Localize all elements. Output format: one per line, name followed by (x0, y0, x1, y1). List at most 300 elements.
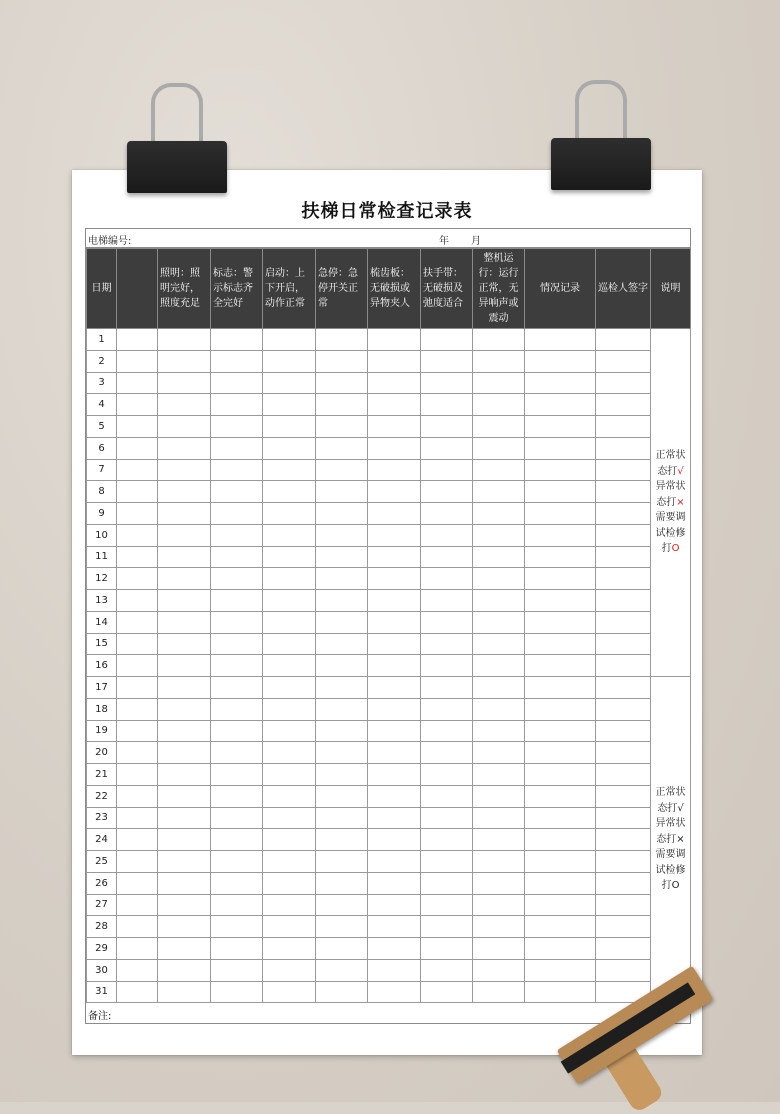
entry-cell[interactable] (211, 764, 263, 786)
entry-cell[interactable] (473, 851, 525, 873)
entry-cell[interactable] (316, 916, 368, 938)
entry-cell[interactable] (473, 416, 525, 438)
entry-cell[interactable] (263, 611, 316, 633)
entry-cell[interactable] (117, 524, 158, 546)
entry-cell[interactable] (596, 590, 651, 612)
entry-cell[interactable] (596, 503, 651, 525)
entry-cell[interactable] (368, 894, 421, 916)
entry-cell[interactable] (368, 568, 421, 590)
entry-cell[interactable] (421, 437, 473, 459)
entry-cell[interactable] (473, 611, 525, 633)
entry-cell[interactable] (263, 807, 316, 829)
entry-cell[interactable] (473, 481, 525, 503)
entry-cell[interactable] (263, 655, 316, 677)
entry-cell[interactable] (525, 677, 596, 699)
entry-cell[interactable] (316, 459, 368, 481)
entry-cell[interactable] (117, 590, 158, 612)
entry-cell[interactable] (368, 350, 421, 372)
entry-cell[interactable] (117, 829, 158, 851)
entry-cell[interactable] (158, 459, 211, 481)
entry-cell[interactable] (596, 437, 651, 459)
entry-cell[interactable] (473, 981, 525, 1003)
entry-cell[interactable] (117, 959, 158, 981)
entry-cell[interactable] (263, 350, 316, 372)
entry-cell[interactable] (316, 546, 368, 568)
entry-cell[interactable] (158, 590, 211, 612)
entry-cell[interactable] (211, 459, 263, 481)
entry-cell[interactable] (158, 633, 211, 655)
entry-cell[interactable] (525, 742, 596, 764)
entry-cell[interactable] (421, 481, 473, 503)
entry-cell[interactable] (368, 546, 421, 568)
entry-cell[interactable] (596, 546, 651, 568)
entry-cell[interactable] (211, 503, 263, 525)
entry-cell[interactable] (596, 807, 651, 829)
entry-cell[interactable] (211, 698, 263, 720)
entry-cell[interactable] (473, 546, 525, 568)
entry-cell[interactable] (421, 742, 473, 764)
entry-cell[interactable] (368, 437, 421, 459)
entry-cell[interactable] (368, 742, 421, 764)
entry-cell[interactable] (158, 568, 211, 590)
entry-cell[interactable] (316, 329, 368, 351)
entry-cell[interactable] (263, 698, 316, 720)
entry-cell[interactable] (368, 655, 421, 677)
entry-cell[interactable] (473, 350, 525, 372)
entry-cell[interactable] (211, 916, 263, 938)
entry-cell[interactable] (158, 894, 211, 916)
entry-cell[interactable] (263, 329, 316, 351)
entry-cell[interactable] (421, 720, 473, 742)
entry-cell[interactable] (368, 394, 421, 416)
entry-cell[interactable] (158, 503, 211, 525)
entry-cell[interactable] (525, 633, 596, 655)
entry-cell[interactable] (263, 785, 316, 807)
entry-cell[interactable] (421, 938, 473, 960)
entry-cell[interactable] (158, 829, 211, 851)
entry-cell[interactable] (316, 394, 368, 416)
entry-cell[interactable] (211, 329, 263, 351)
entry-cell[interactable] (525, 959, 596, 981)
entry-cell[interactable] (117, 742, 158, 764)
entry-cell[interactable] (158, 785, 211, 807)
entry-cell[interactable] (473, 568, 525, 590)
entry-cell[interactable] (263, 459, 316, 481)
entry-cell[interactable] (421, 590, 473, 612)
entry-cell[interactable] (473, 698, 525, 720)
entry-cell[interactable] (158, 611, 211, 633)
entry-cell[interactable] (368, 372, 421, 394)
entry-cell[interactable] (596, 350, 651, 372)
entry-cell[interactable] (263, 894, 316, 916)
entry-cell[interactable] (525, 372, 596, 394)
entry-cell[interactable] (158, 437, 211, 459)
entry-cell[interactable] (525, 829, 596, 851)
entry-cell[interactable] (525, 394, 596, 416)
entry-cell[interactable] (211, 524, 263, 546)
entry-cell[interactable] (316, 437, 368, 459)
entry-cell[interactable] (117, 568, 158, 590)
entry-cell[interactable] (316, 503, 368, 525)
entry-cell[interactable] (117, 329, 158, 351)
entry-cell[interactable] (117, 720, 158, 742)
entry-cell[interactable] (596, 481, 651, 503)
entry-cell[interactable] (473, 959, 525, 981)
entry-cell[interactable] (421, 655, 473, 677)
entry-cell[interactable] (421, 611, 473, 633)
entry-cell[interactable] (421, 394, 473, 416)
entry-cell[interactable] (368, 807, 421, 829)
entry-cell[interactable] (368, 611, 421, 633)
entry-cell[interactable] (368, 503, 421, 525)
entry-cell[interactable] (211, 807, 263, 829)
entry-cell[interactable] (316, 959, 368, 981)
entry-cell[interactable] (473, 437, 525, 459)
entry-cell[interactable] (211, 959, 263, 981)
entry-cell[interactable] (596, 394, 651, 416)
entry-cell[interactable] (158, 698, 211, 720)
entry-cell[interactable] (211, 350, 263, 372)
entry-cell[interactable] (473, 938, 525, 960)
entry-cell[interactable] (117, 938, 158, 960)
entry-cell[interactable] (368, 524, 421, 546)
entry-cell[interactable] (525, 938, 596, 960)
entry-cell[interactable] (473, 503, 525, 525)
entry-cell[interactable] (596, 959, 651, 981)
entry-cell[interactable] (368, 590, 421, 612)
entry-cell[interactable] (473, 633, 525, 655)
entry-cell[interactable] (117, 372, 158, 394)
entry-cell[interactable] (158, 742, 211, 764)
entry-cell[interactable] (421, 677, 473, 699)
entry-cell[interactable] (368, 329, 421, 351)
entry-cell[interactable] (158, 938, 211, 960)
entry-cell[interactable] (263, 590, 316, 612)
entry-cell[interactable] (263, 829, 316, 851)
entry-cell[interactable] (473, 916, 525, 938)
entry-cell[interactable] (421, 372, 473, 394)
entry-cell[interactable] (421, 329, 473, 351)
entry-cell[interactable] (473, 764, 525, 786)
entry-cell[interactable] (211, 720, 263, 742)
entry-cell[interactable] (368, 459, 421, 481)
entry-cell[interactable] (316, 894, 368, 916)
entry-cell[interactable] (421, 459, 473, 481)
entry-cell[interactable] (263, 437, 316, 459)
entry-cell[interactable] (211, 851, 263, 873)
entry-cell[interactable] (316, 350, 368, 372)
entry-cell[interactable] (421, 568, 473, 590)
entry-cell[interactable] (211, 677, 263, 699)
entry-cell[interactable] (596, 633, 651, 655)
entry-cell[interactable] (316, 590, 368, 612)
entry-cell[interactable] (596, 611, 651, 633)
entry-cell[interactable] (158, 959, 211, 981)
entry-cell[interactable] (263, 916, 316, 938)
entry-cell[interactable] (211, 938, 263, 960)
entry-cell[interactable] (158, 851, 211, 873)
entry-cell[interactable] (368, 959, 421, 981)
entry-cell[interactable] (525, 481, 596, 503)
entry-cell[interactable] (158, 872, 211, 894)
entry-cell[interactable] (473, 590, 525, 612)
entry-cell[interactable] (525, 872, 596, 894)
entry-cell[interactable] (117, 481, 158, 503)
entry-cell[interactable] (473, 829, 525, 851)
entry-cell[interactable] (596, 720, 651, 742)
entry-cell[interactable] (596, 872, 651, 894)
entry-cell[interactable] (316, 698, 368, 720)
entry-cell[interactable] (316, 851, 368, 873)
entry-cell[interactable] (211, 546, 263, 568)
entry-cell[interactable] (158, 546, 211, 568)
entry-cell[interactable] (473, 807, 525, 829)
entry-cell[interactable] (158, 764, 211, 786)
entry-cell[interactable] (596, 916, 651, 938)
entry-cell[interactable] (117, 807, 158, 829)
entry-cell[interactable] (473, 655, 525, 677)
entry-cell[interactable] (596, 459, 651, 481)
entry-cell[interactable] (525, 568, 596, 590)
entry-cell[interactable] (421, 546, 473, 568)
entry-cell[interactable] (211, 568, 263, 590)
entry-cell[interactable] (421, 807, 473, 829)
entry-cell[interactable] (421, 698, 473, 720)
entry-cell[interactable] (596, 742, 651, 764)
entry-cell[interactable] (117, 394, 158, 416)
entry-cell[interactable] (525, 720, 596, 742)
entry-cell[interactable] (263, 742, 316, 764)
entry-cell[interactable] (596, 785, 651, 807)
entry-cell[interactable] (473, 372, 525, 394)
entry-cell[interactable] (158, 350, 211, 372)
entry-cell[interactable] (316, 872, 368, 894)
entry-cell[interactable] (211, 894, 263, 916)
entry-cell[interactable] (316, 416, 368, 438)
entry-cell[interactable] (211, 742, 263, 764)
entry-cell[interactable] (596, 655, 651, 677)
entry-cell[interactable] (421, 350, 473, 372)
entry-cell[interactable] (473, 785, 525, 807)
entry-cell[interactable] (117, 916, 158, 938)
entry-cell[interactable] (117, 872, 158, 894)
entry-cell[interactable] (158, 655, 211, 677)
entry-cell[interactable] (525, 916, 596, 938)
entry-cell[interactable] (525, 655, 596, 677)
entry-cell[interactable] (525, 698, 596, 720)
entry-cell[interactable] (117, 503, 158, 525)
entry-cell[interactable] (316, 568, 368, 590)
entry-cell[interactable] (211, 372, 263, 394)
entry-cell[interactable] (368, 829, 421, 851)
entry-cell[interactable] (263, 981, 316, 1003)
entry-cell[interactable] (158, 416, 211, 438)
entry-cell[interactable] (421, 503, 473, 525)
entry-cell[interactable] (158, 720, 211, 742)
entry-cell[interactable] (368, 698, 421, 720)
entry-cell[interactable] (211, 611, 263, 633)
entry-cell[interactable] (158, 372, 211, 394)
entry-cell[interactable] (525, 590, 596, 612)
entry-cell[interactable] (263, 372, 316, 394)
entry-cell[interactable] (525, 851, 596, 873)
entry-cell[interactable] (596, 568, 651, 590)
entry-cell[interactable] (211, 437, 263, 459)
entry-cell[interactable] (158, 394, 211, 416)
entry-cell[interactable] (596, 372, 651, 394)
entry-cell[interactable] (117, 633, 158, 655)
entry-cell[interactable] (525, 807, 596, 829)
entry-cell[interactable] (421, 785, 473, 807)
entry-cell[interactable] (117, 437, 158, 459)
entry-cell[interactable] (117, 698, 158, 720)
entry-cell[interactable] (117, 416, 158, 438)
entry-cell[interactable] (211, 829, 263, 851)
entry-cell[interactable] (211, 416, 263, 438)
entry-cell[interactable] (117, 764, 158, 786)
entry-cell[interactable] (158, 329, 211, 351)
entry-cell[interactable] (596, 938, 651, 960)
entry-cell[interactable] (596, 829, 651, 851)
entry-cell[interactable] (263, 416, 316, 438)
entry-cell[interactable] (316, 764, 368, 786)
entry-cell[interactable] (368, 981, 421, 1003)
entry-cell[interactable] (117, 546, 158, 568)
entry-cell[interactable] (596, 329, 651, 351)
entry-cell[interactable] (316, 677, 368, 699)
entry-cell[interactable] (368, 720, 421, 742)
entry-cell[interactable] (525, 416, 596, 438)
entry-cell[interactable] (211, 590, 263, 612)
entry-cell[interactable] (596, 698, 651, 720)
entry-cell[interactable] (263, 872, 316, 894)
entry-cell[interactable] (473, 394, 525, 416)
entry-cell[interactable] (117, 677, 158, 699)
entry-cell[interactable] (316, 524, 368, 546)
entry-cell[interactable] (473, 720, 525, 742)
entry-cell[interactable] (421, 416, 473, 438)
entry-cell[interactable] (525, 764, 596, 786)
entry-cell[interactable] (263, 394, 316, 416)
entry-cell[interactable] (421, 829, 473, 851)
entry-cell[interactable] (117, 611, 158, 633)
entry-cell[interactable] (158, 524, 211, 546)
entry-cell[interactable] (211, 481, 263, 503)
entry-cell[interactable] (368, 764, 421, 786)
entry-cell[interactable] (421, 894, 473, 916)
entry-cell[interactable] (368, 633, 421, 655)
entry-cell[interactable] (211, 655, 263, 677)
entry-cell[interactable] (421, 916, 473, 938)
entry-cell[interactable] (596, 894, 651, 916)
entry-cell[interactable] (473, 524, 525, 546)
entry-cell[interactable] (473, 677, 525, 699)
entry-cell[interactable] (525, 329, 596, 351)
entry-cell[interactable] (525, 785, 596, 807)
entry-cell[interactable] (117, 785, 158, 807)
entry-cell[interactable] (473, 872, 525, 894)
entry-cell[interactable] (263, 633, 316, 655)
entry-cell[interactable] (158, 807, 211, 829)
entry-cell[interactable] (316, 611, 368, 633)
entry-cell[interactable] (117, 350, 158, 372)
entry-cell[interactable] (596, 764, 651, 786)
entry-cell[interactable] (525, 894, 596, 916)
entry-cell[interactable] (158, 481, 211, 503)
entry-cell[interactable] (596, 677, 651, 699)
entry-cell[interactable] (473, 742, 525, 764)
entry-cell[interactable] (316, 981, 368, 1003)
entry-cell[interactable] (316, 720, 368, 742)
entry-cell[interactable] (263, 677, 316, 699)
entry-cell[interactable] (473, 329, 525, 351)
entry-cell[interactable] (596, 524, 651, 546)
entry-cell[interactable] (525, 503, 596, 525)
entry-cell[interactable] (316, 742, 368, 764)
entry-cell[interactable] (596, 416, 651, 438)
entry-cell[interactable] (263, 764, 316, 786)
entry-cell[interactable] (368, 785, 421, 807)
entry-cell[interactable] (263, 546, 316, 568)
entry-cell[interactable] (525, 524, 596, 546)
entry-cell[interactable] (316, 633, 368, 655)
entry-cell[interactable] (421, 764, 473, 786)
entry-cell[interactable] (316, 807, 368, 829)
entry-cell[interactable] (525, 611, 596, 633)
entry-cell[interactable] (263, 959, 316, 981)
entry-cell[interactable] (211, 785, 263, 807)
entry-cell[interactable] (263, 720, 316, 742)
entry-cell[interactable] (421, 872, 473, 894)
entry-cell[interactable] (211, 633, 263, 655)
entry-cell[interactable] (316, 829, 368, 851)
entry-cell[interactable] (316, 938, 368, 960)
entry-cell[interactable] (368, 916, 421, 938)
entry-cell[interactable] (263, 851, 316, 873)
entry-cell[interactable] (211, 872, 263, 894)
entry-cell[interactable] (263, 503, 316, 525)
entry-cell[interactable] (263, 568, 316, 590)
entry-cell[interactable] (316, 372, 368, 394)
entry-cell[interactable] (158, 916, 211, 938)
entry-cell[interactable] (421, 981, 473, 1003)
entry-cell[interactable] (316, 655, 368, 677)
entry-cell[interactable] (158, 981, 211, 1003)
entry-cell[interactable] (368, 481, 421, 503)
entry-cell[interactable] (117, 894, 158, 916)
entry-cell[interactable] (368, 872, 421, 894)
entry-cell[interactable] (421, 633, 473, 655)
entry-cell[interactable] (473, 894, 525, 916)
entry-cell[interactable] (117, 655, 158, 677)
entry-cell[interactable] (117, 981, 158, 1003)
entry-cell[interactable] (421, 851, 473, 873)
entry-cell[interactable] (316, 481, 368, 503)
entry-cell[interactable] (596, 851, 651, 873)
entry-cell[interactable] (525, 437, 596, 459)
entry-cell[interactable] (316, 785, 368, 807)
entry-cell[interactable] (263, 481, 316, 503)
entry-cell[interactable] (525, 546, 596, 568)
entry-cell[interactable] (525, 350, 596, 372)
entry-cell[interactable] (263, 524, 316, 546)
entry-cell[interactable] (117, 459, 158, 481)
entry-cell[interactable] (421, 524, 473, 546)
entry-cell[interactable] (368, 416, 421, 438)
entry-cell[interactable] (117, 851, 158, 873)
entry-cell[interactable] (421, 959, 473, 981)
entry-cell[interactable] (368, 677, 421, 699)
